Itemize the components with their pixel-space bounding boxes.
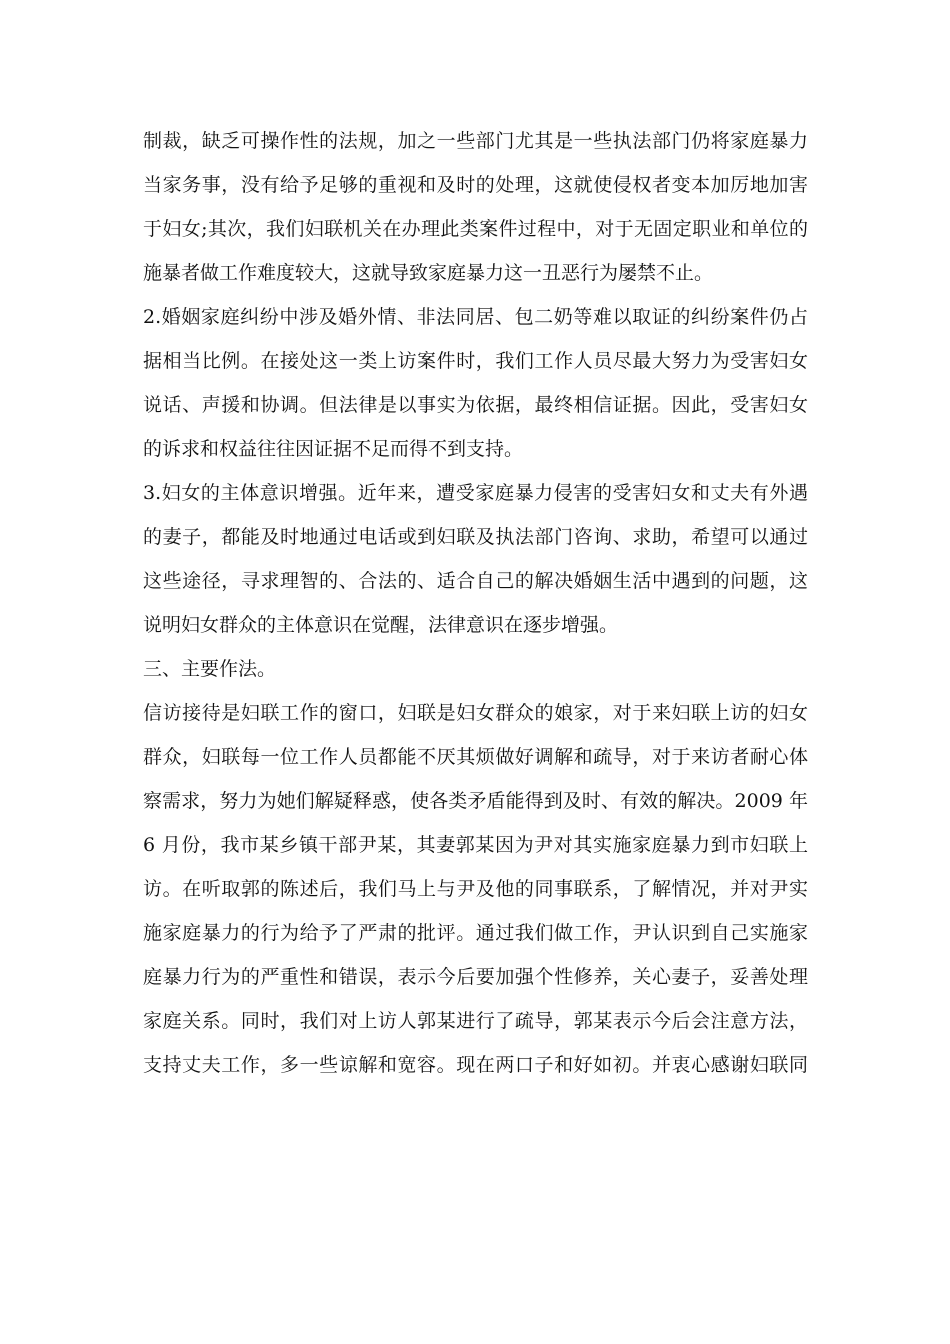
text-line: 2.婚姻家庭纠纷中涉及婚外情、非法同居、包二奶等难以取证的纠纷案件仍占 xyxy=(143,306,808,328)
text-line: 施暴者做工作难度较大，这就导致家庭暴力这一丑恶行为屡禁不止。 xyxy=(143,262,714,284)
document-body xyxy=(143,119,808,1087)
text-line: 家庭关系。同时，我们对上访人郭某进行了疏导，郭某表示今后会注意方法， xyxy=(143,1010,808,1032)
text-line: 群众，妇联每一位工作人员都能不厌其烦做好调解和疏导，对于来访者耐心体 xyxy=(143,746,808,768)
text-line: 说明妇女群众的主体意识在觉醒，法律意识在逐步增强。 xyxy=(143,614,619,636)
text-line: 支持丈夫工作，多一些谅解和宽容。现在两口子和好如初。并衷心感谢妇联同 xyxy=(143,1054,808,1076)
text-line: 的诉求和权益往往因证据不足而得不到支持。 xyxy=(143,438,524,460)
text-line: 于妇女;其次，我们妇联机关在办理此类案件过程中，对于无固定职业和单位的 xyxy=(143,218,808,240)
text-line: 察需求，努力为她们解疑释惑，使各类矛盾能得到及时、有效的解决。2009 年 xyxy=(143,790,808,812)
text-line: 3.妇女的主体意识增强。近年来，遭受家庭暴力侵害的受害妇女和丈夫有外遇 xyxy=(143,482,808,504)
text-line: 当家务事，没有给予足够的重视和及时的处理，这就使侵权者变本加厉地加害 xyxy=(143,174,808,196)
section-heading: 三、主要作法。 xyxy=(143,658,277,680)
text-line: 据相当比例。在接处这一类上访案件时，我们工作人员尽最大努力为受害妇女 xyxy=(143,350,808,372)
text-line: 信访接待是妇联工作的窗口，妇联是妇女群众的娘家，对于来妇联上访的妇女 xyxy=(143,702,808,724)
text-line: 制裁，缺乏可操作性的法规，加之一些部门尤其是一些执法部门仍将家庭暴力 xyxy=(143,130,808,152)
text-line: 说话、声援和协调。但法律是以事实为依据，最终相信证据。因此，受害妇女 xyxy=(143,394,808,416)
text-line: 庭暴力行为的严重性和错误，表示今后要加强个性修养，关心妻子，妥善处理 xyxy=(143,966,808,988)
text-line: 施家庭暴力的行为给予了严肃的批评。通过我们做工作，尹认识到自己实施家 xyxy=(143,922,808,944)
text-line: 这些途径，寻求理智的、合法的、适合自己的解决婚姻生活中遇到的问题，这 xyxy=(143,570,808,592)
text-line: 访。在听取郭的陈述后，我们马上与尹及他的同事联系，了解情况，并对尹实 xyxy=(143,878,808,900)
text-line: 的妻子，都能及时地通过电话或到妇联及执法部门咨询、求助，希望可以通过 xyxy=(143,526,808,548)
text-line: 6 月份，我市某乡镇干部尹某，其妻郭某因为尹对其实施家庭暴力到市妇联上 xyxy=(143,834,808,856)
